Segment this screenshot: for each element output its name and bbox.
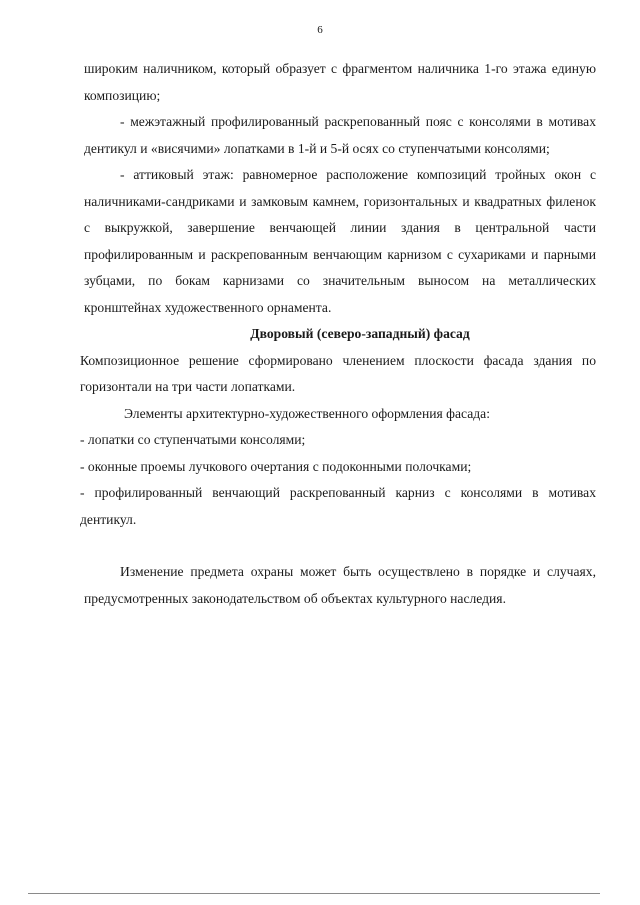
page-number: 6 — [317, 24, 323, 36]
list-item: - лопатки со ступенчатыми консолями; — [80, 432, 306, 447]
closing-paragraph: Изменение предмета охраны может быть осуществлено в порядке и случаях, предусмотренных законодательством об объектах культурного наследия. — [84, 564, 596, 606]
paragraph-continuation: широким наличником, который образует с фрагментом наличника 1-го этажа единую композицию; — [84, 61, 596, 103]
list-item: - оконные проемы лучкового очертания с подоконными полочками; — [80, 458, 472, 474]
section-intro: Композиционное решение сформировано членением плоскости фасада здания по горизонтали на три части лопатками. — [80, 352, 596, 394]
elements-title: Элементы архитектурно-художественного оформления фасада: — [124, 405, 490, 421]
list-item: - профилированный венчающий раскрепованный карниз с консолями в мотивах дентикул. — [80, 485, 596, 527]
footer-rule — [28, 893, 600, 894]
section-heading: Дворовый (северо-западный) фасад — [250, 326, 470, 341]
paragraph-attic-floor: - аттиковый этаж: равномерное расположение композиций тройных окон с наличниками-сандриками и замковым камнем, горизонтальных и квадратных филенок с выкружкой, завершение венчающей линии здания в центральной части профилированным и раскрепованным венчающим карнизом с сухариками и парными зубцами, по бокам карнизами со значительным выносом на металлических кронштейнах художественного орнамента. — [84, 167, 596, 315]
paragraph-interfloor-belt: - межэтажный профилированный раскрепованный пояс с консолями в мотивах дентикул и «висячими» лопатками в 1-й и 5-й осях со ступенчатыми консолями; — [84, 114, 596, 156]
document-body — [80, 56, 596, 612]
